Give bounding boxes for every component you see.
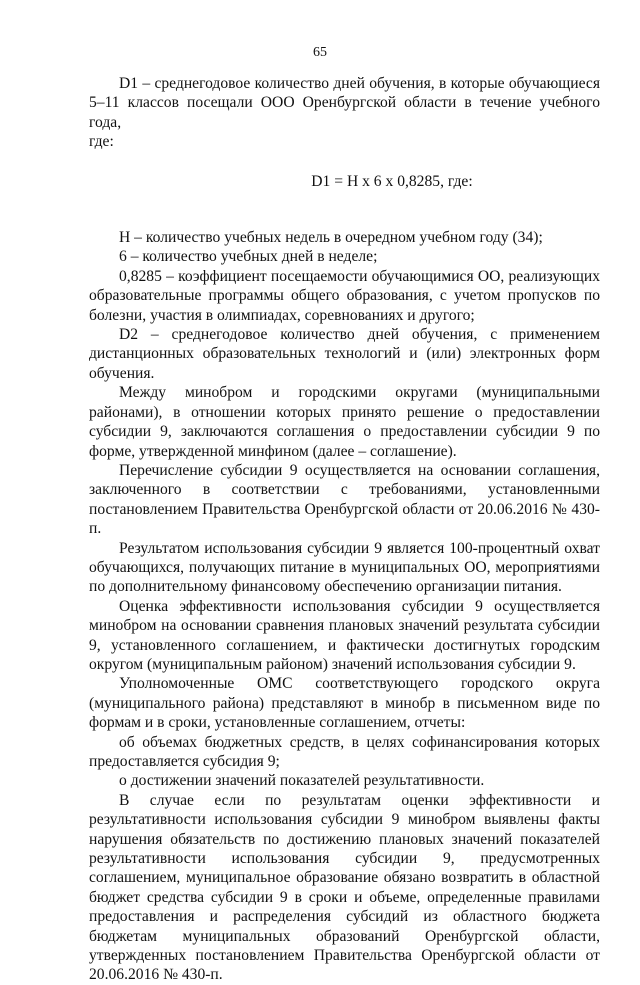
paragraph-d1-definition: D1 – среднегодовое количество дней обучения, в которые обучающиеся 5–11 классов посещали ООО Оренбургской области в течение учебного года, [89,75,600,131]
paragraph-agreements: Между минобром и городскими округами (муниципальными районами), в отношении которых принято решение о предоставлении субсидии 9, заключаются соглашения о предоставлении субсидии 9 по форме, утвержденной минфином (далее – соглашение). [89,384,600,460]
paragraph-reports: Уполномоченные ОМС соответствующего городского округа (муниципального района) представляют в минобр в письменном виде по формам и в сроки, установленные соглашением, отчеты: [89,675,600,732]
paragraph-evaluation: Оценка эффективности использования субсидии 9 осуществляется минобром на основании сравнения плановых значений результата субсидии 9, установленного соглашением, и фактически достигнутых городским округом (муниципальным районом) значений использования субсидии 9. [89,597,600,673]
paragraph-refund: В случае если по результатам оценки эффективности и результативности использования субсидии 9 минобром выявлены факты нарушения обязательств по достижению плановых значений показателей результативности использования субсидии 9, предусмотренных соглашением, муниципальное образование обязано возвратить в областной бюджет средства субсидии 9 в сроки и объеме, определенные правилами предоставления и распределения субсидий из областного бюджета бюджетам муниципальных образований Оренбургской области, утвержденных постановлением Правительства Оренбургской области от 20.06.2016 № 430-п. [89,791,600,984]
paragraph-report-budget: об объемах бюджетных средств, в целях софинансирования которых предоставляется субсидия 9; [89,733,600,770]
paragraph-result: Результатом использования субсидии 9 является 100-процентный охват обучающихся, получающих питание в муниципальных ОО, мероприятиями по дополнительному финансовому обеспечению организации питания. [89,539,600,596]
paragraph-d2-definition: D2 – среднегодовое количество дней обучения, с применением дистанционных образовательных технологий и (или) электронных форм обучения. [89,326,600,382]
paragraph-report-indicators: о достижении значений показателей результативности. [119,772,485,790]
paragraph-n-definition: Н – количество учебных недель в очередном учебном году (34); [119,229,543,247]
page-number: 65 [313,45,327,60]
paragraph-where: где: [89,133,114,151]
formula-d1: D1 = Н х 6 х 0,8285, где: [311,172,473,190]
paragraph-coefficient: 0,8285 – коэффициент посещаемости обучающимися ОО, реализующих образовательные программы общего образования, с учетом пропусков по болезни, участия в олимпиадах, соревнованиях и другого; [89,267,600,324]
body-text [89,74,600,985]
paragraph-six-definition: 6 – количество учебных дней в неделе; [119,248,378,266]
paragraph-transfer: Перечисление субсидии 9 осуществляется на основании соглашения, заключенного в соответствии с требованиями, установленными постановлением Правительства Оренбургской области от 20.06.2016 № 430-п. [89,461,600,538]
